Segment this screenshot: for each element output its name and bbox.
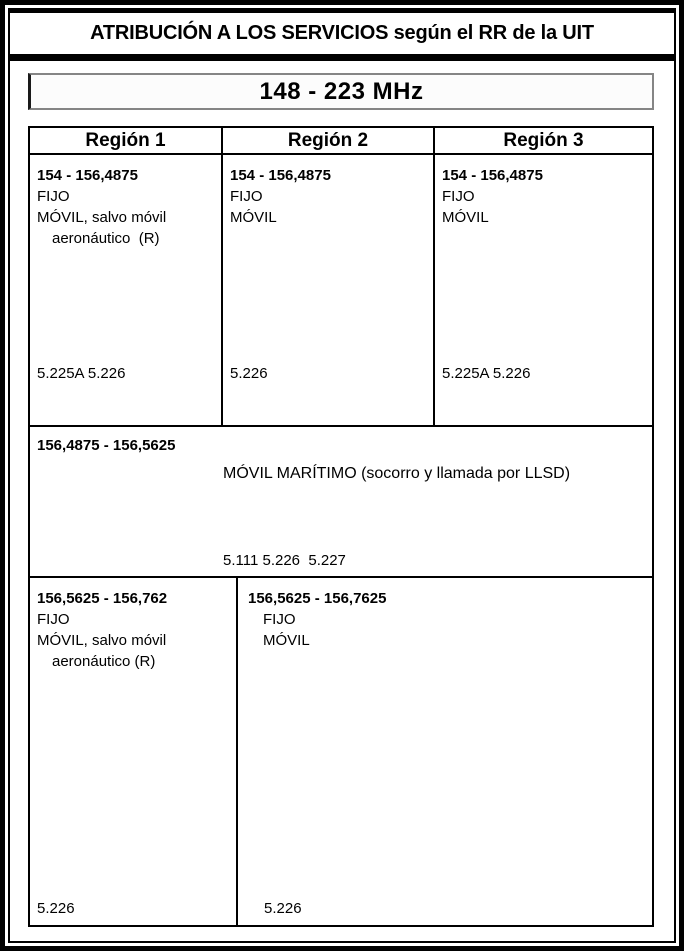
footnote-line: 5.225A 5.226 bbox=[442, 365, 531, 382]
page-inner-frame bbox=[8, 8, 676, 943]
band-header bbox=[28, 73, 654, 110]
allocation-row-154 bbox=[30, 155, 652, 427]
region-1-header: Región 1 bbox=[30, 128, 223, 153]
service-line: MÓVIL bbox=[263, 632, 310, 649]
frequency-range: 156,4875 - 156,5625 bbox=[37, 437, 176, 454]
region-2-header: Región 2 bbox=[223, 128, 435, 153]
service-line: MÓVIL bbox=[442, 209, 489, 226]
service-line: FIJO bbox=[37, 611, 70, 628]
frequency-range: 156,5625 - 156,762 bbox=[37, 590, 168, 607]
service-line: aeronáutico (R) bbox=[52, 653, 156, 670]
service-line: FIJO bbox=[230, 188, 263, 205]
allocation-cell-region3 bbox=[435, 155, 652, 425]
service-line: FIJO bbox=[442, 188, 475, 205]
allocation-table bbox=[28, 126, 654, 927]
frequency-range: 154 - 156,4875 bbox=[37, 167, 138, 184]
band-label: 148 - 223 MHz bbox=[259, 77, 424, 105]
frequency-range: 154 - 156,4875 bbox=[442, 167, 543, 184]
service-line: FIJO bbox=[37, 188, 70, 205]
footnote-line: 5.111 5.226 5.227 bbox=[223, 552, 346, 569]
service-line: MÓVIL, salvo móvil bbox=[37, 632, 167, 649]
allocation-row-merged-maritime bbox=[30, 427, 652, 578]
service-line: aeronáutico (R) bbox=[52, 230, 160, 247]
footnote-line: 5.226 bbox=[230, 365, 268, 382]
region-header-row bbox=[30, 128, 652, 155]
allocation-cell-region1 bbox=[30, 578, 238, 925]
allocation-cell-region2 bbox=[223, 155, 435, 425]
allocation-row-1565625 bbox=[30, 578, 652, 925]
footnote-line: 5.226 bbox=[37, 900, 75, 917]
service-line: FIJO bbox=[263, 611, 296, 628]
service-line: MÓVIL, salvo móvil bbox=[37, 209, 167, 226]
service-line: MÓVIL bbox=[230, 209, 277, 226]
footnote-line: 5.226 bbox=[264, 900, 302, 917]
region-3-header: Región 3 bbox=[503, 129, 584, 151]
allocation-cell-region1 bbox=[30, 155, 223, 425]
service-line: MÓVIL MARÍTIMO (socorro y llamada por LLSD) bbox=[223, 465, 571, 482]
frequency-range: 154 - 156,4875 bbox=[230, 167, 331, 184]
footnote-line: 5.225A 5.226 bbox=[37, 365, 126, 382]
page-title: ATRIBUCIÓN A LOS SERVICIOS según el RR de la UIT bbox=[90, 22, 594, 44]
allocation-cell-regions2-3 bbox=[238, 578, 652, 925]
title-bar bbox=[10, 10, 674, 61]
frequency-range: 156,5625 - 156,7625 bbox=[248, 590, 387, 607]
